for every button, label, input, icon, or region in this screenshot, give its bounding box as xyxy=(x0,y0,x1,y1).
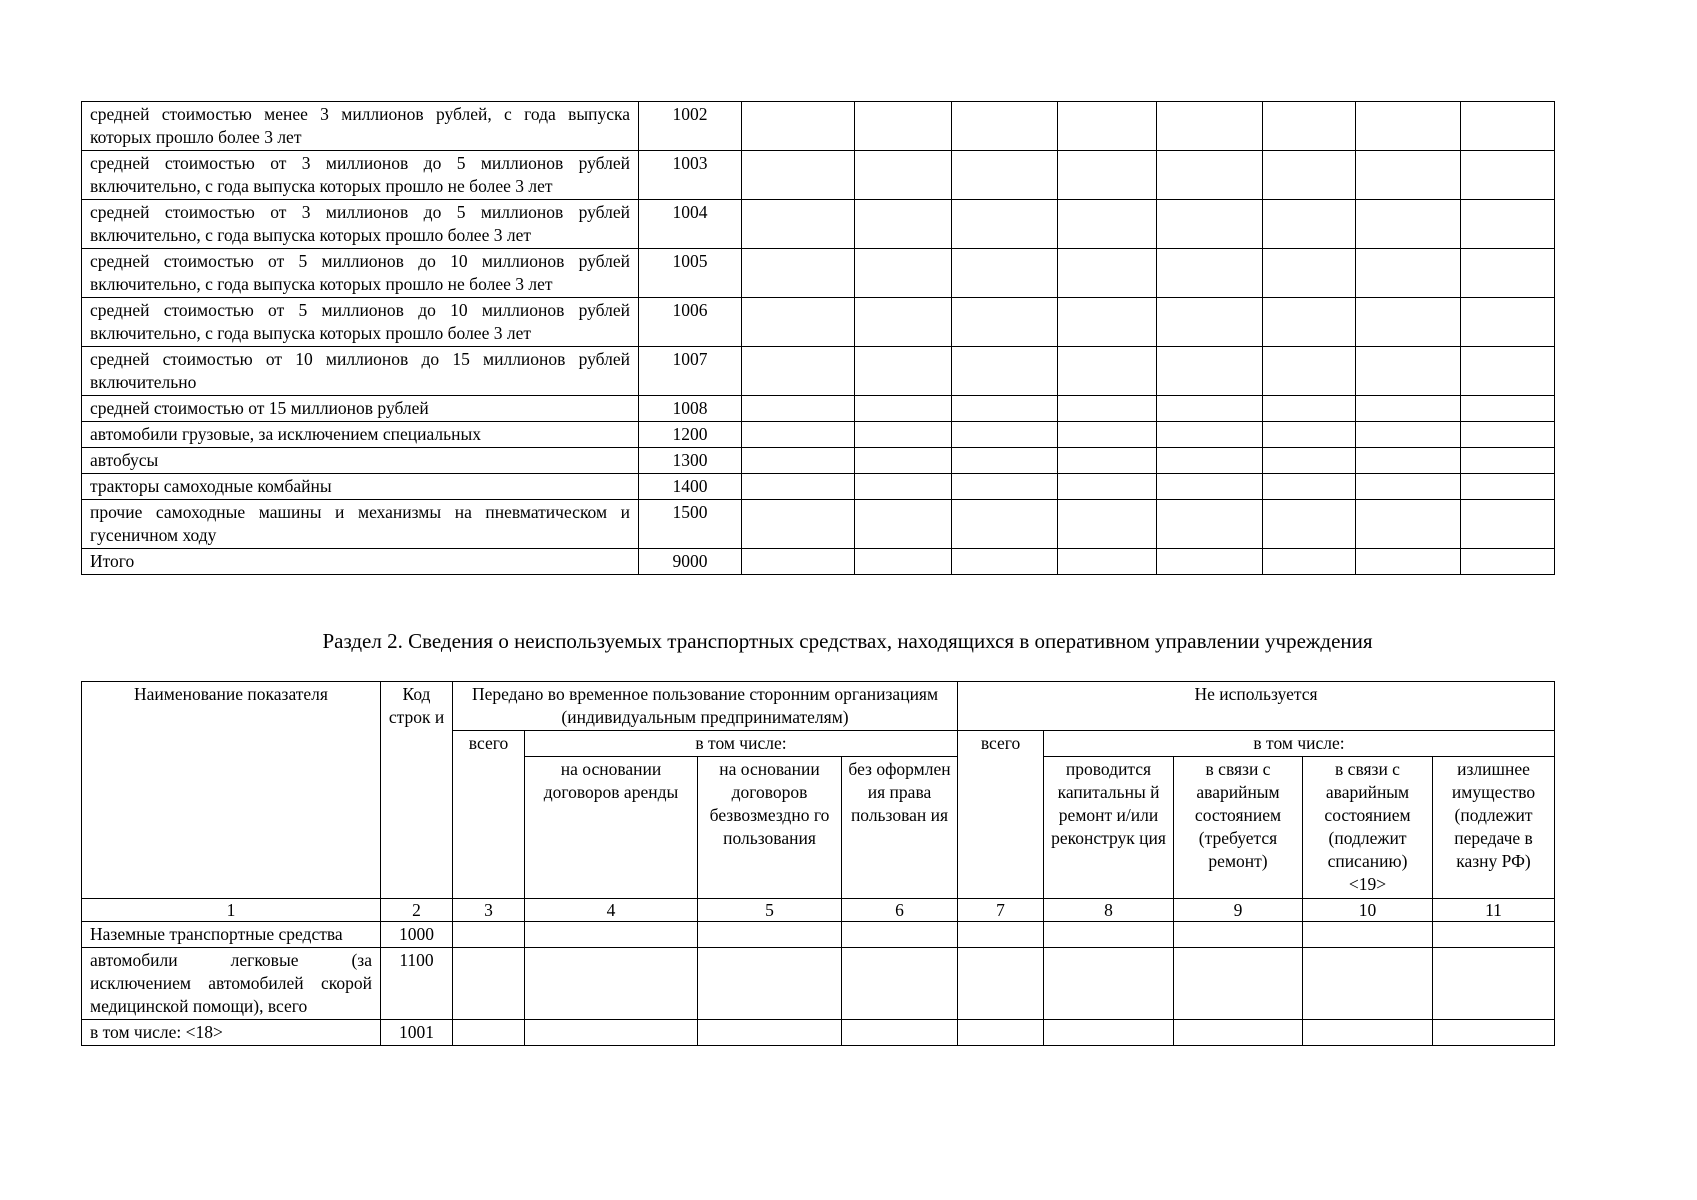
value-cell[interactable] xyxy=(1356,549,1461,575)
value-cell[interactable] xyxy=(698,922,842,948)
value-cell[interactable] xyxy=(742,200,855,249)
value-cell[interactable] xyxy=(742,500,855,549)
value-cell[interactable] xyxy=(1263,200,1356,249)
row-code-cell: 1100 xyxy=(381,948,453,1020)
value-cell[interactable] xyxy=(1263,549,1356,575)
table-row xyxy=(82,298,1555,347)
value-cell[interactable] xyxy=(842,1020,958,1046)
indicator-name-cell: Итого xyxy=(82,549,639,575)
value-cell[interactable] xyxy=(1461,102,1555,151)
value-cell[interactable] xyxy=(1356,500,1461,549)
value-cell[interactable] xyxy=(1263,249,1356,298)
column-number-cell: 9 xyxy=(1174,899,1303,922)
value-cell[interactable] xyxy=(525,922,698,948)
value-cell[interactable] xyxy=(855,151,952,200)
table-row xyxy=(82,422,1555,448)
value-cell[interactable] xyxy=(855,474,952,500)
value-cell[interactable] xyxy=(1303,948,1433,1020)
value-cell[interactable] xyxy=(1058,151,1157,200)
value-cell[interactable] xyxy=(1157,549,1263,575)
row-code-cell: 1006 xyxy=(639,298,742,347)
table-row xyxy=(82,347,1555,396)
table2-body xyxy=(82,682,1555,1046)
header-no-docs: без оформлен ия права пользован ия xyxy=(842,757,958,899)
column-number-cell: 10 xyxy=(1303,899,1433,922)
indicator-name-cell: автомобили грузовые, за исключением специальных xyxy=(82,422,639,448)
value-cell[interactable] xyxy=(742,347,855,396)
vehicles-table-continued xyxy=(81,101,1555,575)
value-cell[interactable] xyxy=(525,1020,698,1046)
value-cell[interactable] xyxy=(958,1020,1044,1046)
value-cell[interactable] xyxy=(1263,298,1356,347)
value-cell[interactable] xyxy=(1433,922,1555,948)
column-number-cell: 2 xyxy=(381,899,453,922)
row-code-cell: 1003 xyxy=(639,151,742,200)
value-cell[interactable] xyxy=(1461,448,1555,474)
value-cell[interactable] xyxy=(742,249,855,298)
value-cell[interactable] xyxy=(1356,422,1461,448)
value-cell[interactable] xyxy=(952,549,1058,575)
value-cell[interactable] xyxy=(842,922,958,948)
value-cell[interactable] xyxy=(952,200,1058,249)
value-cell[interactable] xyxy=(1356,474,1461,500)
value-cell[interactable] xyxy=(1157,500,1263,549)
table-row xyxy=(82,102,1555,151)
table-row xyxy=(82,396,1555,422)
value-cell[interactable] xyxy=(1461,249,1555,298)
value-cell[interactable] xyxy=(842,948,958,1020)
indicator-name-cell: автобусы xyxy=(82,448,639,474)
value-cell[interactable] xyxy=(1058,549,1157,575)
value-cell[interactable] xyxy=(1044,1020,1174,1046)
value-cell[interactable] xyxy=(1044,948,1174,1020)
value-cell[interactable] xyxy=(453,922,525,948)
value-cell[interactable] xyxy=(1433,948,1555,1020)
value-cell[interactable] xyxy=(1058,396,1157,422)
value-cell[interactable] xyxy=(742,474,855,500)
value-cell[interactable] xyxy=(855,448,952,474)
value-cell[interactable] xyxy=(1461,347,1555,396)
row-code-cell: 1004 xyxy=(639,200,742,249)
table-row xyxy=(82,500,1555,549)
value-cell[interactable] xyxy=(1356,200,1461,249)
value-cell[interactable] xyxy=(1263,448,1356,474)
value-cell[interactable] xyxy=(952,500,1058,549)
table-row xyxy=(82,448,1555,474)
value-cell[interactable] xyxy=(698,948,842,1020)
column-number-cell: 8 xyxy=(1044,899,1174,922)
indicator-name-cell: средней стоимостью менее 3 миллионов рублей, с года выпуска которых прошло более 3 лет xyxy=(82,102,639,151)
value-cell[interactable] xyxy=(742,549,855,575)
value-cell[interactable] xyxy=(1157,347,1263,396)
value-cell[interactable] xyxy=(742,102,855,151)
value-cell[interactable] xyxy=(952,396,1058,422)
value-cell[interactable] xyxy=(855,102,952,151)
value-cell[interactable] xyxy=(1263,102,1356,151)
value-cell[interactable] xyxy=(1058,422,1157,448)
header-lease: на основании договоров аренды xyxy=(525,757,698,899)
table-row xyxy=(82,1020,1555,1046)
section-2-title: Раздел 2. Сведения о неиспользуемых транспортных средствах, находящихся в оперативном управлении учреждения xyxy=(322,629,1373,653)
value-cell[interactable] xyxy=(1044,922,1174,948)
row-code-cell: 1007 xyxy=(639,347,742,396)
value-cell[interactable] xyxy=(1157,422,1263,448)
value-cell[interactable] xyxy=(1058,249,1157,298)
value-cell[interactable] xyxy=(958,922,1044,948)
value-cell[interactable] xyxy=(1263,474,1356,500)
value-cell[interactable] xyxy=(1058,448,1157,474)
indicator-name-cell: средней стоимостью от 3 миллионов до 5 миллионов рублей включительно, с года выпуска которых прошло не более 3 лет xyxy=(82,151,639,200)
value-cell[interactable] xyxy=(855,500,952,549)
value-cell[interactable] xyxy=(1157,200,1263,249)
row-code-cell: 1005 xyxy=(639,249,742,298)
value-cell[interactable] xyxy=(525,948,698,1020)
table-row xyxy=(82,948,1555,1020)
header-including-not-used: в том числе: xyxy=(1044,731,1555,757)
value-cell[interactable] xyxy=(1303,922,1433,948)
header-not-used: Не используется xyxy=(958,682,1555,731)
unused-vehicles-table xyxy=(81,681,1555,1046)
value-cell[interactable] xyxy=(1356,102,1461,151)
table-row xyxy=(82,151,1555,200)
row-code-cell: 1001 xyxy=(381,1020,453,1046)
value-cell[interactable] xyxy=(1356,151,1461,200)
header-including-transferred: в том числе: xyxy=(525,731,958,757)
table-row xyxy=(82,549,1555,575)
header-total-not-used: всего xyxy=(958,731,1044,899)
value-cell[interactable] xyxy=(855,549,952,575)
value-cell[interactable] xyxy=(1058,500,1157,549)
value-cell[interactable] xyxy=(742,422,855,448)
column-number-cell: 7 xyxy=(958,899,1044,922)
indicator-name-cell: средней стоимостью от 10 миллионов до 15 миллионов рублей включительно xyxy=(82,347,639,396)
column-number-cell: 1 xyxy=(82,899,381,922)
value-cell[interactable] xyxy=(1461,549,1555,575)
row-code-cell: 1400 xyxy=(639,474,742,500)
value-cell[interactable] xyxy=(855,298,952,347)
value-cell[interactable] xyxy=(1058,200,1157,249)
indicator-name-cell: средней стоимостью от 5 миллионов до 10 миллионов рублей включительно, с года выпуска которых прошло не более 3 лет xyxy=(82,249,639,298)
value-cell[interactable] xyxy=(1461,200,1555,249)
value-cell[interactable] xyxy=(1356,298,1461,347)
value-cell[interactable] xyxy=(1058,347,1157,396)
value-cell[interactable] xyxy=(742,298,855,347)
value-cell[interactable] xyxy=(958,948,1044,1020)
indicator-name-cell: в том числе: <18> xyxy=(82,1020,381,1046)
value-cell[interactable] xyxy=(855,422,952,448)
table-row xyxy=(82,922,1555,948)
header-free-use: на основании договоров безвозмездно го пользования xyxy=(698,757,842,899)
indicator-name-cell: Наземные транспортные средства xyxy=(82,922,381,948)
row-code-cell: 1200 xyxy=(639,422,742,448)
value-cell[interactable] xyxy=(1263,500,1356,549)
row-code-cell: 1000 xyxy=(381,922,453,948)
column-numbers-row xyxy=(82,899,1555,922)
value-cell[interactable] xyxy=(1461,474,1555,500)
value-cell[interactable] xyxy=(1356,396,1461,422)
value-cell[interactable] xyxy=(1174,922,1303,948)
value-cell[interactable] xyxy=(742,151,855,200)
value-cell[interactable] xyxy=(855,347,952,396)
column-number-cell: 6 xyxy=(842,899,958,922)
indicator-name-cell: тракторы самоходные комбайны xyxy=(82,474,639,500)
value-cell[interactable] xyxy=(855,200,952,249)
value-cell[interactable] xyxy=(1058,102,1157,151)
column-number-cell: 11 xyxy=(1433,899,1555,922)
table-row xyxy=(82,474,1555,500)
value-cell[interactable] xyxy=(952,102,1058,151)
value-cell[interactable] xyxy=(1174,1020,1303,1046)
indicator-name-cell: автомобили легковые (за исключением автомобилей скорой медицинской помощи), всего xyxy=(82,948,381,1020)
value-cell[interactable] xyxy=(1461,396,1555,422)
row-code-cell: 1008 xyxy=(639,396,742,422)
value-cell[interactable] xyxy=(952,422,1058,448)
value-cell[interactable] xyxy=(1356,347,1461,396)
indicator-name-cell: средней стоимостью от 3 миллионов до 5 миллионов рублей включительно, с года выпуска которых прошло более 3 лет xyxy=(82,200,639,249)
column-number-cell: 3 xyxy=(453,899,525,922)
value-cell[interactable] xyxy=(1461,151,1555,200)
value-cell[interactable] xyxy=(1461,298,1555,347)
header-emergency-repair: в связи с аварийным состоянием (требуется ремонт) xyxy=(1174,757,1303,899)
header-total-transferred: всего xyxy=(453,731,525,899)
value-cell[interactable] xyxy=(453,948,525,1020)
value-cell[interactable] xyxy=(952,347,1058,396)
value-cell[interactable] xyxy=(1303,1020,1433,1046)
indicator-name-cell: средней стоимостью от 5 миллионов до 10 миллионов рублей включительно, с года выпуска которых прошло более 3 лет xyxy=(82,298,639,347)
header-surplus: излишнее имущество (подлежит передаче в казну РФ) xyxy=(1433,757,1555,899)
value-cell[interactable] xyxy=(1157,249,1263,298)
table-row xyxy=(82,200,1555,249)
value-cell[interactable] xyxy=(855,396,952,422)
value-cell[interactable] xyxy=(1461,422,1555,448)
value-cell[interactable] xyxy=(742,396,855,422)
value-cell[interactable] xyxy=(952,474,1058,500)
row-code-cell: 9000 xyxy=(639,549,742,575)
value-cell[interactable] xyxy=(952,298,1058,347)
value-cell[interactable] xyxy=(1157,396,1263,422)
value-cell[interactable] xyxy=(855,249,952,298)
indicator-name-cell: прочие самоходные машины и механизмы на пневматическом и гусеничном ходу xyxy=(82,500,639,549)
value-cell[interactable] xyxy=(1058,474,1157,500)
value-cell[interactable] xyxy=(1433,1020,1555,1046)
header-transferred: Передано во временное пользование сторонним организациям (индивидуальным предпринимателям) xyxy=(453,682,958,731)
value-cell[interactable] xyxy=(1157,474,1263,500)
value-cell[interactable] xyxy=(1157,448,1263,474)
column-number-cell: 4 xyxy=(525,899,698,922)
value-cell[interactable] xyxy=(1263,396,1356,422)
value-cell[interactable] xyxy=(742,448,855,474)
header-repair: проводится капитальны й ремонт и/или реконструк ция xyxy=(1044,757,1174,899)
value-cell[interactable] xyxy=(952,249,1058,298)
indicator-name-cell: средней стоимостью от 15 миллионов рублей xyxy=(82,396,639,422)
value-cell[interactable] xyxy=(1157,298,1263,347)
value-cell[interactable] xyxy=(698,1020,842,1046)
value-cell[interactable] xyxy=(1356,448,1461,474)
column-number-cell: 5 xyxy=(698,899,842,922)
value-cell[interactable] xyxy=(1356,249,1461,298)
value-cell[interactable] xyxy=(1157,151,1263,200)
value-cell[interactable] xyxy=(952,448,1058,474)
value-cell[interactable] xyxy=(1058,298,1157,347)
value-cell[interactable] xyxy=(1461,500,1555,549)
value-cell[interactable] xyxy=(453,1020,525,1046)
value-cell[interactable] xyxy=(1174,948,1303,1020)
header-emergency-writeoff: в связи с аварийным состоянием (подлежит списанию) <19> xyxy=(1303,757,1433,899)
row-code-cell: 1002 xyxy=(639,102,742,151)
header-row-code: Код строк и xyxy=(381,682,453,899)
value-cell[interactable] xyxy=(1263,151,1356,200)
value-cell[interactable] xyxy=(952,151,1058,200)
value-cell[interactable] xyxy=(1263,422,1356,448)
row-code-cell: 1300 xyxy=(639,448,742,474)
header-indicator-name: Наименование показателя xyxy=(82,682,381,899)
table-row xyxy=(82,249,1555,298)
value-cell[interactable] xyxy=(1263,347,1356,396)
row-code-cell: 1500 xyxy=(639,500,742,549)
value-cell[interactable] xyxy=(1157,102,1263,151)
table1-body xyxy=(82,102,1555,575)
